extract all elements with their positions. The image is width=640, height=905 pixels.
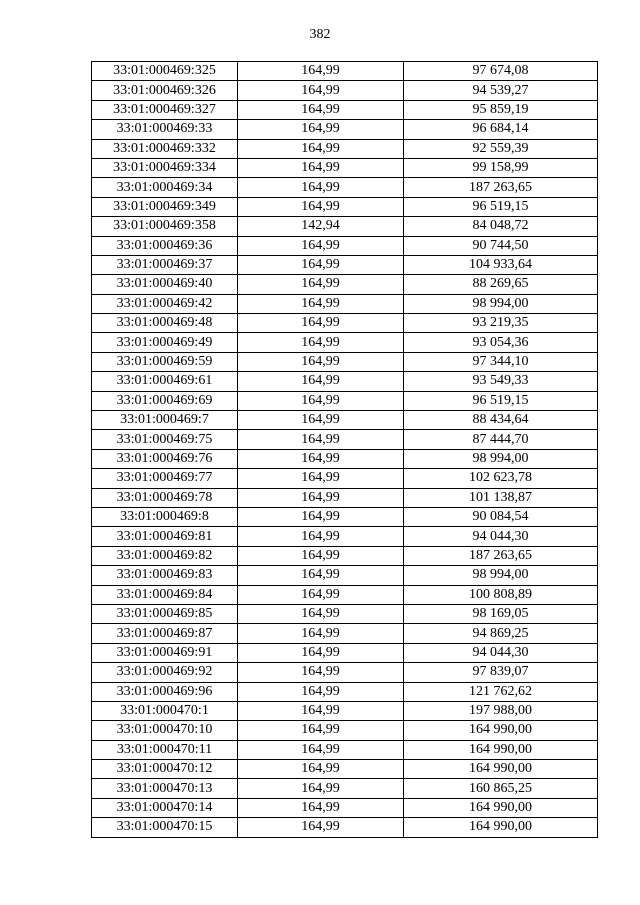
value-cell: 164 990,00 <box>404 760 598 779</box>
table-row <box>92 760 598 779</box>
value-cell: 96 519,15 <box>404 391 598 410</box>
table-row <box>92 798 598 817</box>
rate-cell: 164,99 <box>238 779 404 798</box>
value-cell: 187 263,65 <box>404 546 598 565</box>
value-cell: 98 994,00 <box>404 294 598 313</box>
table-row <box>92 255 598 274</box>
rate-cell: 164,99 <box>238 740 404 759</box>
table-row <box>92 585 598 604</box>
table-row <box>92 100 598 119</box>
table-row <box>92 333 598 352</box>
cadastral-number-cell: 33:01:000469:40 <box>92 275 238 294</box>
cadastral-number-cell: 33:01:000469:84 <box>92 585 238 604</box>
rate-cell: 164,99 <box>238 818 404 837</box>
rate-cell: 164,99 <box>238 507 404 526</box>
value-cell: 100 808,89 <box>404 585 598 604</box>
cadastral-number-cell: 33:01:000470:13 <box>92 779 238 798</box>
table-row <box>92 527 598 546</box>
table-row <box>92 566 598 585</box>
table-row <box>92 391 598 410</box>
cadastral-number-cell: 33:01:000469:81 <box>92 527 238 546</box>
value-cell: 104 933,64 <box>404 255 598 274</box>
rate-cell: 164,99 <box>238 158 404 177</box>
rate-cell: 164,99 <box>238 372 404 391</box>
value-cell: 99 158,99 <box>404 158 598 177</box>
cadastral-number-cell: 33:01:000469:358 <box>92 217 238 236</box>
cadastral-number-cell: 33:01:000469:69 <box>92 391 238 410</box>
table-row <box>92 81 598 100</box>
cadastral-number-cell: 33:01:000469:83 <box>92 566 238 585</box>
table-row <box>92 352 598 371</box>
table-row <box>92 604 598 623</box>
value-cell: 160 865,25 <box>404 779 598 798</box>
table-row <box>92 449 598 468</box>
cadastral-number-cell: 33:01:000470:15 <box>92 818 238 837</box>
rate-cell: 164,99 <box>238 643 404 662</box>
table-row <box>92 430 598 449</box>
rate-cell: 164,99 <box>238 314 404 333</box>
rate-cell: 164,99 <box>238 566 404 585</box>
cadastral-number-cell: 33:01:000469:48 <box>92 314 238 333</box>
table-row <box>92 779 598 798</box>
cadastral-number-cell: 33:01:000470:12 <box>92 760 238 779</box>
table-row <box>92 546 598 565</box>
rate-cell: 164,99 <box>238 236 404 255</box>
value-cell: 164 990,00 <box>404 740 598 759</box>
value-cell: 87 444,70 <box>404 430 598 449</box>
rate-cell: 164,99 <box>238 120 404 139</box>
table-row <box>92 721 598 740</box>
value-cell: 101 138,87 <box>404 488 598 507</box>
value-cell: 90 084,54 <box>404 507 598 526</box>
value-cell: 84 048,72 <box>404 217 598 236</box>
cadastral-number-cell: 33:01:000469:92 <box>92 663 238 682</box>
cadastral-number-cell: 33:01:000469:82 <box>92 546 238 565</box>
rate-cell: 164,99 <box>238 294 404 313</box>
value-cell: 94 869,25 <box>404 624 598 643</box>
rate-cell: 164,99 <box>238 430 404 449</box>
table-row <box>92 488 598 507</box>
table-row <box>92 158 598 177</box>
cadastral-number-cell: 33:01:000470:11 <box>92 740 238 759</box>
rate-cell: 164,99 <box>238 469 404 488</box>
cadastral-number-cell: 33:01:000470:14 <box>92 798 238 817</box>
table-row <box>92 507 598 526</box>
value-cell: 98 994,00 <box>404 566 598 585</box>
rate-cell: 164,99 <box>238 391 404 410</box>
table-row <box>92 178 598 197</box>
cadastral-number-cell: 33:01:000469:325 <box>92 62 238 81</box>
table-row <box>92 682 598 701</box>
rate-cell: 164,99 <box>238 701 404 720</box>
value-cell: 187 263,65 <box>404 178 598 197</box>
value-cell: 121 762,62 <box>404 682 598 701</box>
cadastral-number-cell: 33:01:000469:42 <box>92 294 238 313</box>
value-cell: 94 044,30 <box>404 643 598 662</box>
rate-cell: 164,99 <box>238 411 404 430</box>
table-row <box>92 663 598 682</box>
table-row <box>92 643 598 662</box>
rate-cell: 164,99 <box>238 798 404 817</box>
cadastral-number-cell: 33:01:000469:85 <box>92 604 238 623</box>
value-cell: 102 623,78 <box>404 469 598 488</box>
table-row <box>92 120 598 139</box>
cadastral-number-cell: 33:01:000470:10 <box>92 721 238 740</box>
rate-cell: 164,99 <box>238 546 404 565</box>
rate-cell: 142,94 <box>238 217 404 236</box>
table-row <box>92 314 598 333</box>
value-cell: 98 169,05 <box>404 604 598 623</box>
page-number: 382 <box>309 27 331 42</box>
cadastral-number-cell: 33:01:000469:36 <box>92 236 238 255</box>
cadastral-number-cell: 33:01:000469:332 <box>92 139 238 158</box>
table-row <box>92 294 598 313</box>
value-cell: 164 990,00 <box>404 721 598 740</box>
rate-cell: 164,99 <box>238 604 404 623</box>
value-cell: 93 549,33 <box>404 372 598 391</box>
rate-cell: 164,99 <box>238 62 404 81</box>
table-row <box>92 469 598 488</box>
rate-cell: 164,99 <box>238 275 404 294</box>
cadastral-number-cell: 33:01:000469:87 <box>92 624 238 643</box>
rate-cell: 164,99 <box>238 255 404 274</box>
value-cell: 97 839,07 <box>404 663 598 682</box>
cadastral-number-cell: 33:01:000469:8 <box>92 507 238 526</box>
cadastral-table <box>91 61 598 838</box>
value-cell: 164 990,00 <box>404 798 598 817</box>
table-row <box>92 740 598 759</box>
value-cell: 93 054,36 <box>404 333 598 352</box>
cadastral-number-cell: 33:01:000469:76 <box>92 449 238 468</box>
rate-cell: 164,99 <box>238 81 404 100</box>
rate-cell: 164,99 <box>238 139 404 158</box>
rate-cell: 164,99 <box>238 352 404 371</box>
rate-cell: 164,99 <box>238 585 404 604</box>
rate-cell: 164,99 <box>238 527 404 546</box>
cadastral-number-cell: 33:01:000469:33 <box>92 120 238 139</box>
rate-cell: 164,99 <box>238 760 404 779</box>
rate-cell: 164,99 <box>238 721 404 740</box>
cadastral-number-cell: 33:01:000469:59 <box>92 352 238 371</box>
rate-cell: 164,99 <box>238 178 404 197</box>
table-row <box>92 411 598 430</box>
cadastral-number-cell: 33:01:000469:37 <box>92 255 238 274</box>
value-cell: 97 674,08 <box>404 62 598 81</box>
value-cell: 93 219,35 <box>404 314 598 333</box>
table-row <box>92 139 598 158</box>
cadastral-number-cell: 33:01:000469:61 <box>92 372 238 391</box>
cadastral-number-cell: 33:01:000469:49 <box>92 333 238 352</box>
rate-cell: 164,99 <box>238 333 404 352</box>
value-cell: 98 994,00 <box>404 449 598 468</box>
cadastral-number-cell: 33:01:000469:75 <box>92 430 238 449</box>
value-cell: 96 519,15 <box>404 197 598 216</box>
table-body <box>92 62 598 838</box>
cadastral-number-cell: 33:01:000469:327 <box>92 100 238 119</box>
table-row <box>92 275 598 294</box>
cadastral-number-cell: 33:01:000469:96 <box>92 682 238 701</box>
cadastral-number-cell: 33:01:000469:326 <box>92 81 238 100</box>
value-cell: 92 559,39 <box>404 139 598 158</box>
rate-cell: 164,99 <box>238 488 404 507</box>
cadastral-number-cell: 33:01:000469:78 <box>92 488 238 507</box>
cadastral-number-cell: 33:01:000469:334 <box>92 158 238 177</box>
cadastral-number-cell: 33:01:000469:349 <box>92 197 238 216</box>
value-cell: 197 988,00 <box>404 701 598 720</box>
cadastral-number-cell: 33:01:000469:34 <box>92 178 238 197</box>
table-row <box>92 624 598 643</box>
table-row <box>92 62 598 81</box>
cadastral-number-cell: 33:01:000469:7 <box>92 411 238 430</box>
table-row <box>92 701 598 720</box>
table-row <box>92 372 598 391</box>
value-cell: 88 434,64 <box>404 411 598 430</box>
rate-cell: 164,99 <box>238 624 404 643</box>
value-cell: 164 990,00 <box>404 818 598 837</box>
value-cell: 94 539,27 <box>404 81 598 100</box>
table-row <box>92 818 598 837</box>
value-cell: 97 344,10 <box>404 352 598 371</box>
table-row <box>92 236 598 255</box>
value-cell: 88 269,65 <box>404 275 598 294</box>
table-row <box>92 217 598 236</box>
cadastral-number-cell: 33:01:000470:1 <box>92 701 238 720</box>
value-cell: 95 859,19 <box>404 100 598 119</box>
rate-cell: 164,99 <box>238 663 404 682</box>
cadastral-number-cell: 33:01:000469:77 <box>92 469 238 488</box>
rate-cell: 164,99 <box>238 197 404 216</box>
cadastral-number-cell: 33:01:000469:91 <box>92 643 238 662</box>
rate-cell: 164,99 <box>238 682 404 701</box>
value-cell: 90 744,50 <box>404 236 598 255</box>
rate-cell: 164,99 <box>238 100 404 119</box>
table-row <box>92 197 598 216</box>
value-cell: 94 044,30 <box>404 527 598 546</box>
value-cell: 96 684,14 <box>404 120 598 139</box>
rate-cell: 164,99 <box>238 449 404 468</box>
